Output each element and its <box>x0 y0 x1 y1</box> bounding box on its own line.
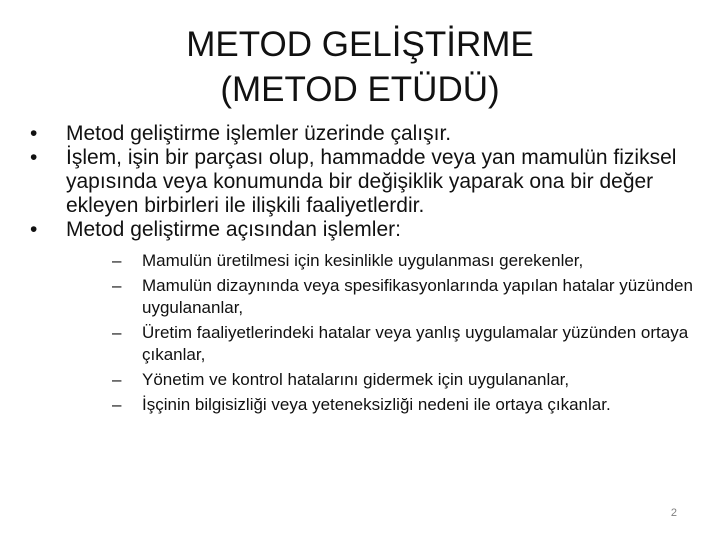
bullet-item <box>30 122 702 146</box>
sub-bullet-item <box>108 275 702 319</box>
bullet-text: Metod geliştirme açısından işlemler: <box>66 218 401 241</box>
bullet-item <box>30 218 702 416</box>
bullet-list <box>30 122 702 416</box>
bullet-text: Metod geliştirme işlemler üzerinde çalışır. <box>66 122 452 145</box>
sub-bullet-item <box>108 250 702 272</box>
dash-marker: – <box>112 251 122 270</box>
bullet-marker: • <box>30 218 38 241</box>
title-line-2: (METOD ETÜDÜ) <box>220 70 500 109</box>
sub-bullet-text: Mamulün üretilmesi için kesinlikle uygulanması gerekenler, <box>142 251 584 270</box>
bullet-item <box>30 146 702 218</box>
sub-bullet-text: İşçinin bilgisizliği veya yeteneksizliği nedeni ile ortaya çıkanlar. <box>142 395 611 414</box>
dash-marker: – <box>112 323 122 342</box>
sub-bullet-item <box>108 369 702 391</box>
bullet-marker: • <box>30 122 38 145</box>
dash-marker: – <box>112 370 122 389</box>
sub-bullet-item <box>108 322 702 366</box>
sub-bullet-text: Mamulün dizaynında veya spesifikasyonlarında yapılan hatalar yüzünden uygulananlar, <box>142 276 693 317</box>
slide-body <box>30 122 702 419</box>
sub-bullet-text: Üretim faaliyetlerindeki hatalar veya yanlış uygulamalar yüzünden ortaya çıkanlar, <box>142 323 689 364</box>
sub-bullet-text: Yönetim ve kontrol hatalarını gidermek için uygulananlar, <box>142 370 570 389</box>
bullet-marker: • <box>30 146 38 169</box>
dash-marker: – <box>112 276 122 295</box>
sub-bullet-item <box>108 394 702 416</box>
dash-marker: – <box>112 395 122 414</box>
page-number: 2 <box>670 507 677 519</box>
sub-bullet-list <box>66 250 702 416</box>
bullet-text: İşlem, işin bir parçası olup, hammadde veya yan mamulün fiziksel yapısında veya konumunda bir değişiklik yaparak ona bir değer ekleyen birbirleri ile ilişkili faaliyetlerdir. <box>66 146 677 217</box>
title-line-1: METOD GELİŞTİRME <box>186 25 534 64</box>
slide-title <box>0 22 720 112</box>
